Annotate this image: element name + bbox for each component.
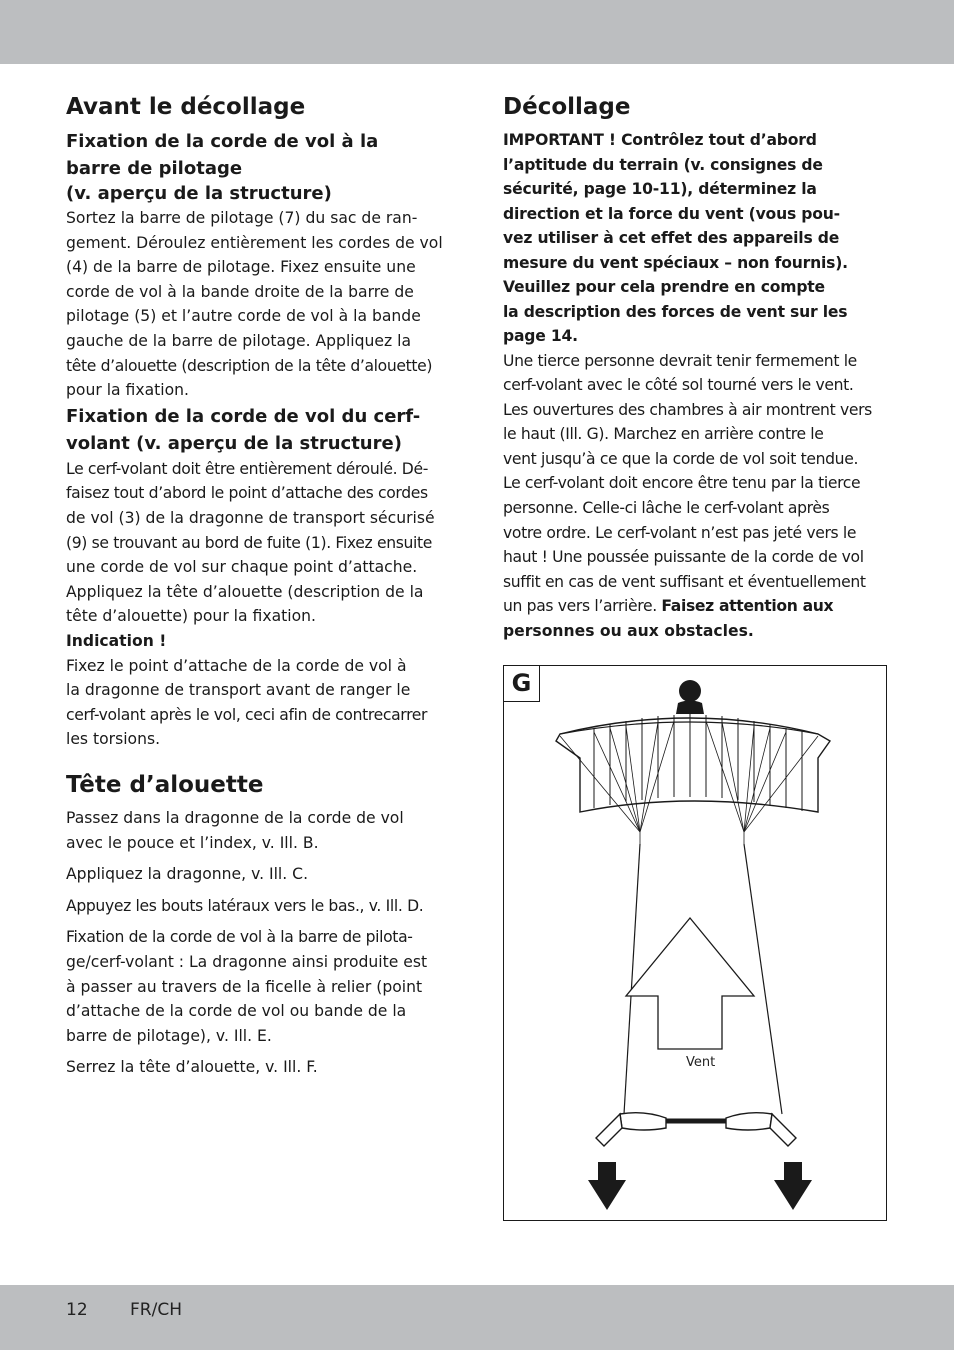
important-line: Veuillez pour cela prendre en compte: [503, 278, 825, 296]
important-line: page 14.: [503, 327, 578, 345]
subheading-1-line-3: (v. aperçu de la structure): [66, 183, 332, 204]
tete-alouette-section: [66, 770, 454, 1087]
helper-head-icon: [679, 680, 701, 702]
body-line: votre ordre. Le cerf-volant n’est pas jeté vers le: [503, 523, 857, 542]
subheading-2-line-2: volant (v. aperçu de la structure): [66, 432, 402, 454]
paragraph-2-line: faisez tout d’abord le point d’attache des cordes: [66, 484, 428, 503]
paragraph-1-line: gement. Déroulez entièrement les cordes de vol: [66, 233, 443, 252]
body-line: Une tierce personne devrait tenir fermement le: [503, 351, 857, 370]
important-line: direction et la force du vent (vous pou-: [503, 204, 840, 223]
right-hand-icon: [726, 1113, 772, 1130]
down-arrow-right-icon: [774, 1162, 812, 1210]
tete-p1-line: avec le pouce et l’index, v. Ill. B.: [66, 833, 319, 852]
body-line: vent jusqu’à ce que la corde de vol soit tendue.: [503, 449, 859, 468]
locale-code: FR/CH: [130, 1300, 182, 1320]
body-line: cerf-volant avec le côté sol tourné vers le vent.: [503, 376, 854, 395]
paragraph-1-line: pilotage (5) et l’autre corde de vol à la bande: [66, 307, 421, 326]
figure-label: G: [504, 666, 540, 702]
paragraph-2-line: tête d’alouette) pour la fixation.: [66, 607, 316, 626]
paragraph-1-line: (4) de la barre de pilotage. Fixez ensuite une: [66, 258, 416, 277]
tete-p5: Serrez la tête d’alouette, v. Ill. F.: [66, 1058, 318, 1077]
paragraph-3-line: Fixez le point d’attache de la corde de vol à: [66, 656, 407, 675]
important-line: IMPORTANT ! Contrôlez tout d’abord: [503, 131, 817, 149]
important-line: la description des forces de vent sur les: [503, 302, 848, 321]
subheading-2-line-1: Fixation de la corde de vol du cerf-: [66, 405, 421, 427]
important-line: vez utiliser à cet effet des appareils de: [503, 229, 840, 247]
illustration-g: [503, 665, 887, 1221]
paragraph-2-line: Le cerf-volant doit être entièrement déroulé. Dé-: [66, 459, 428, 478]
subheading-1-line-1: Fixation de la corde de vol à la: [66, 131, 379, 152]
subheading-1-line-2: barre de pilotage: [66, 158, 243, 179]
important-line: sécurité, page 10-11), déterminez la: [503, 180, 817, 198]
page-number: 12: [66, 1300, 88, 1320]
body-line: Le cerf-volant doit encore être tenu par la tierce: [503, 474, 861, 493]
indication-label: Indication !: [66, 631, 167, 650]
tete-p1-line: Passez dans la dragonne de la corde de vol: [66, 809, 404, 827]
body-line: Les ouvertures des chambres à air montrent vers: [503, 400, 872, 419]
tete-p4-line: ge/cerf-volant : La dragonne ainsi produite est: [66, 952, 428, 971]
header-bar: [0, 0, 954, 64]
final-bold-line: personnes ou aux obstacles.: [503, 622, 754, 641]
tete-p2: Appliquez la dragonne, v. Ill. C.: [66, 865, 309, 884]
paragraph-1-line: Sortez la barre de pilotage (7) du sac de ran-: [66, 209, 418, 227]
paragraph-2-line: (9) se trouvant au bord de fuite (1). Fixez ensuite: [66, 533, 433, 552]
left-hand-icon: [620, 1113, 666, 1130]
paragraph-3-line: cerf-volant après le vol, ceci afin de contrecarrer: [66, 705, 428, 724]
paragraph-1-line: pour la fixation.: [66, 381, 189, 400]
section-title-decollage: Décollage: [503, 94, 631, 120]
kite-launch-diagram: [504, 666, 888, 1222]
tete-p3: Appuyez les bouts latéraux vers le bas., v. Ill. D.: [66, 896, 424, 915]
left-column: [66, 92, 454, 752]
paragraph-1-line: tête d’alouette (description de la tête d’alouette): [66, 356, 433, 375]
tete-p4-line: d’attache de la corde de vol ou bande de la: [66, 1002, 407, 1021]
body-line: suffit en cas de vent suffisant et éventuellement: [503, 572, 866, 591]
body-last-plain: un pas vers l’arrière.: [503, 597, 662, 616]
paragraph-1-line: corde de vol à la bande droite de la barre de: [66, 282, 414, 301]
tete-p4-line: barre de pilotage), v. Ill. E.: [66, 1026, 272, 1045]
paragraph-3-line: les torsions.: [66, 730, 161, 749]
section-title-tete-alouette: Tête d’alouette: [66, 772, 264, 798]
wind-arrow-icon: [626, 918, 754, 1049]
section-title-avant-decollage: Avant le décollage: [66, 94, 306, 120]
right-column: [503, 92, 888, 644]
paragraph-3-line: la dragonne de transport avant de ranger le: [66, 681, 411, 700]
body-last-line: [503, 594, 888, 619]
paragraph-2-line: une corde de vol sur chaque point d’attache.: [66, 558, 418, 577]
body-line: le haut (Ill. G). Marchez en arrière contre le: [503, 425, 824, 444]
helper-body-icon: [676, 701, 704, 715]
important-line: mesure du vent spéciaux – non fournis).: [503, 253, 848, 272]
paragraph-2-line: Appliquez la tête d’alouette (description de la: [66, 582, 424, 601]
kite-outline: [556, 718, 830, 812]
body-line: haut ! Une poussée puissante de la corde de vol: [503, 548, 864, 567]
body-line: personne. Celle-ci lâche le cerf-volant après: [503, 499, 830, 518]
paragraph-2-line: de vol (3) de la dragonne de transport sécurisé: [66, 508, 435, 527]
wind-label: Vent: [686, 1055, 716, 1070]
down-arrow-left-icon: [588, 1162, 626, 1210]
important-line: l’aptitude du terrain (v. consignes de: [503, 155, 823, 174]
tete-p4-line: Fixation de la corde de vol à la barre de pilota-: [66, 928, 413, 947]
body-last-bold: Faisez attention aux: [661, 597, 834, 616]
paragraph-1-line: gauche de la barre de pilotage. Appliquez la: [66, 331, 412, 350]
tete-p4-line: à passer au travers de la ficelle à relier (point: [66, 977, 423, 996]
